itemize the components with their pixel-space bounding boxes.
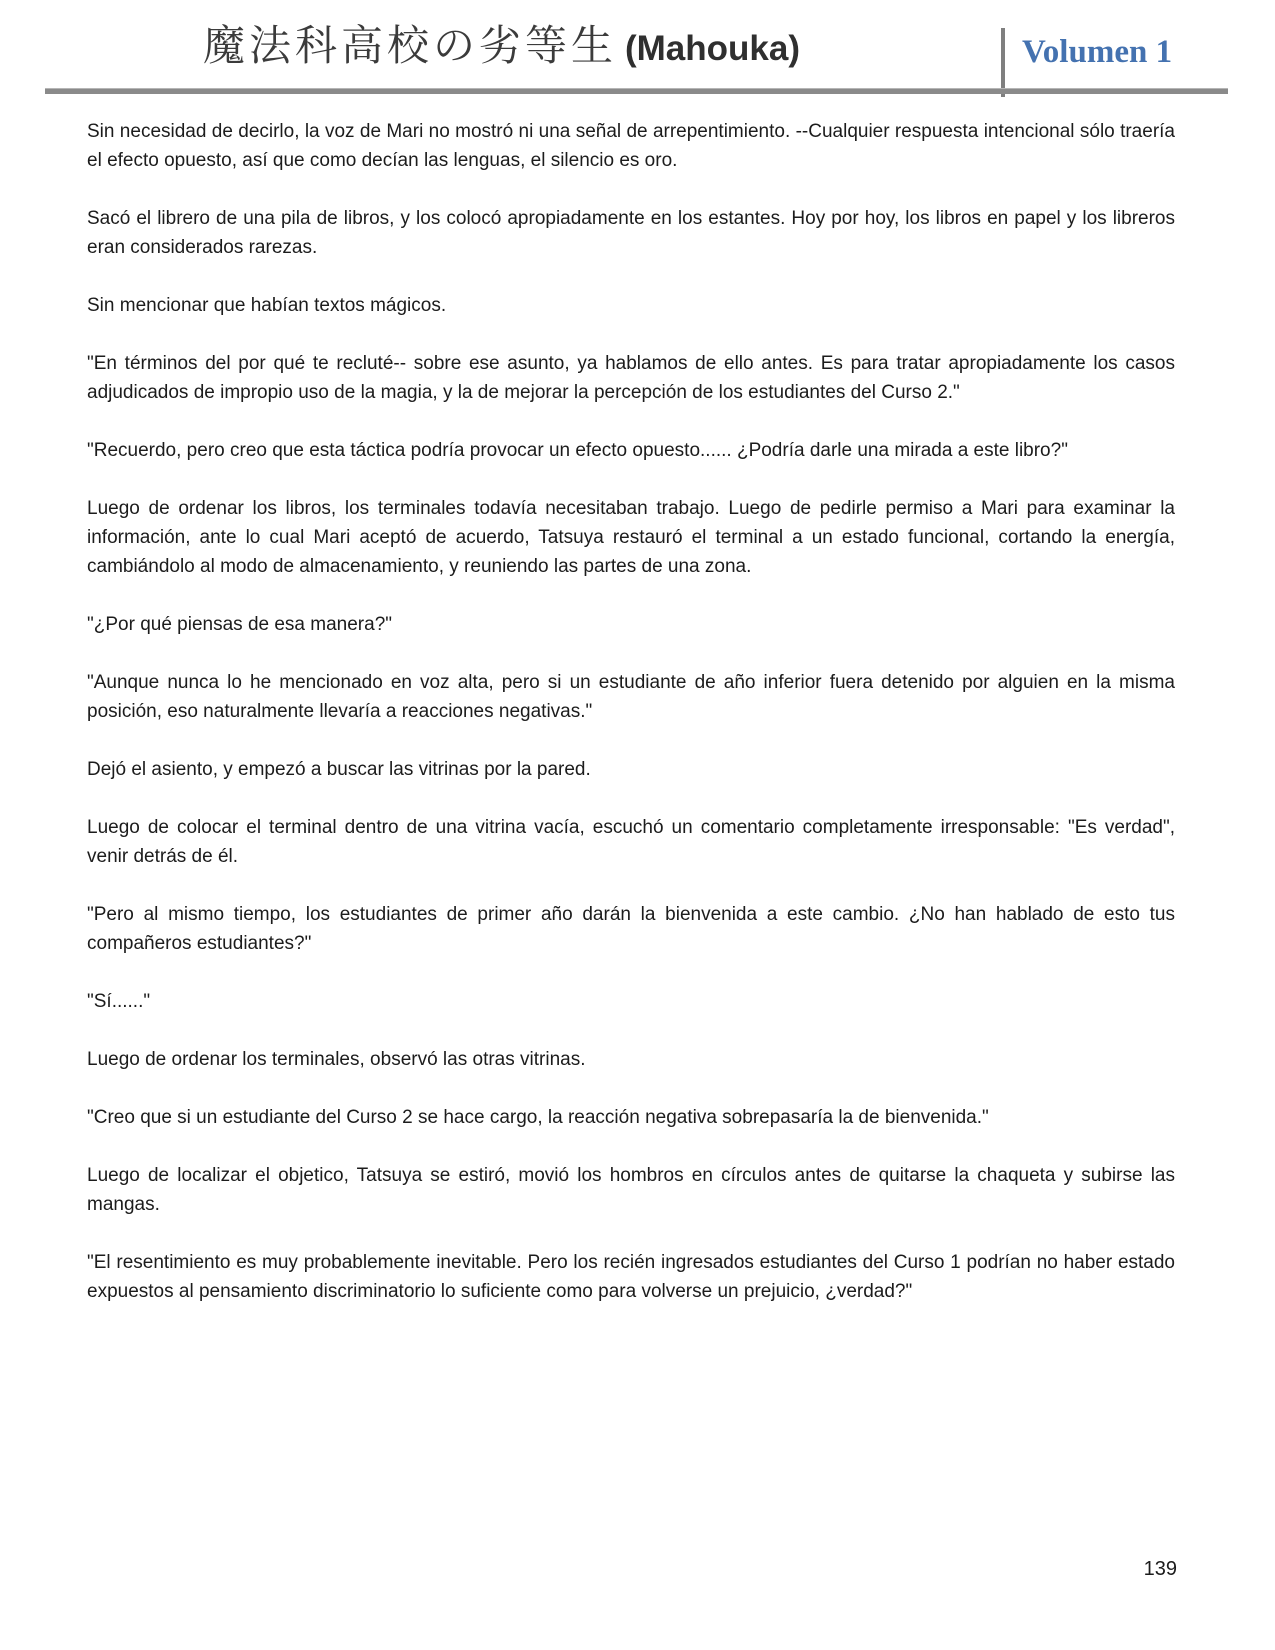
volume-label: Volumen 1 <box>1022 34 1173 70</box>
paragraph-2: Sacó el librero de una pila de libros, y los colocó apropiadamente en los estantes. Hoy por hoy, los libros en papel y los libreros eran considerados rarezas. <box>87 208 1175 258</box>
book-title-romaji: (Mahouka) <box>625 29 800 68</box>
paragraph-15: Luego de localizar el objetico, Tatsuya se estiró, movió los hombros en círculos antes de quitarse la chaqueta y subirse las mangas. <box>87 1165 1175 1215</box>
header-horizontal-rule <box>45 88 1228 94</box>
paragraph-6: Luego de ordenar los libros, los terminales todavía necesitaban trabajo. Luego de pedirle permiso a Mari para examinar la información, ante lo cual Mari aceptó de acuerdo, Tatsuya restauró el terminal a un estado funcional, cortando la energía, cambiándolo al modo de almacenamiento, y reuniendo las partes de una zona. <box>87 498 1175 577</box>
header-vertical-divider <box>1001 28 1005 97</box>
page-header-title <box>0 26 1003 88</box>
book-title-japanese: 魔法科高校の劣等生 <box>202 24 617 70</box>
paragraph-13: Luego de ordenar los terminales, observó las otras vitrinas. <box>87 1049 586 1070</box>
paragraph-1: Sin necesidad de decirlo, la voz de Mari no mostró ni una señal de arrepentimiento. --Cualquier respuesta intencional sólo traería el efecto opuesto, así que como decían las lenguas, el silencio es oro. <box>87 121 1175 171</box>
page-number: 139 <box>1143 1558 1177 1580</box>
paragraph-5: "Recuerdo, pero creo que esta táctica podría provocar un efecto opuesto...... ¿Podría darle una mirada a este libro?" <box>87 440 1068 461</box>
paragraph-14: "Creo que si un estudiante del Curso 2 se hace cargo, la reacción negativa sobrepasaría la de bienvenida." <box>87 1107 989 1128</box>
paragraph-4: "En términos del por qué te recluté-- sobre ese asunto, ya hablamos de ello antes. Es para tratar apropiadamente los casos adjudicados de impropio uso de la magia, y la de mejorar la percepción de los estudiantes del Curso 2." <box>87 353 1175 403</box>
paragraph-8: "Aunque nunca lo he mencionado en voz alta, pero si un estudiante de año inferior fuera detenido por alguien en la misma posición, eso naturalmente llevaría a reacciones negativas." <box>87 672 1175 722</box>
paragraph-9: Dejó el asiento, y empezó a buscar las vitrinas por la pared. <box>87 759 591 780</box>
paragraph-7: "¿Por qué piensas de esa manera?" <box>87 614 393 635</box>
paragraph-16: "El resentimiento es muy probablemente inevitable. Pero los recién ingresados estudiantes del Curso 1 podrían no haber estado expuestos al pensamiento discriminatorio lo suficiente como para volverse un prejuicio, ¿verdad?" <box>87 1252 1175 1302</box>
paragraph-12: "Sí......" <box>87 991 151 1012</box>
paragraph-3: Sin mencionar que habían textos mágicos. <box>87 295 447 316</box>
paragraph-11: "Pero al mismo tiempo, los estudiantes de primer año darán la bienvenida a este cambio. ¿No han hablado de esto tus compañeros estudiantes?" <box>87 904 1175 954</box>
body-text <box>87 117 1175 1335</box>
paragraph-10: Luego de colocar el terminal dentro de una vitrina vacía, escuchó un comentario completamente irresponsable: "Es verdad", venir detrás de él. <box>87 817 1175 867</box>
